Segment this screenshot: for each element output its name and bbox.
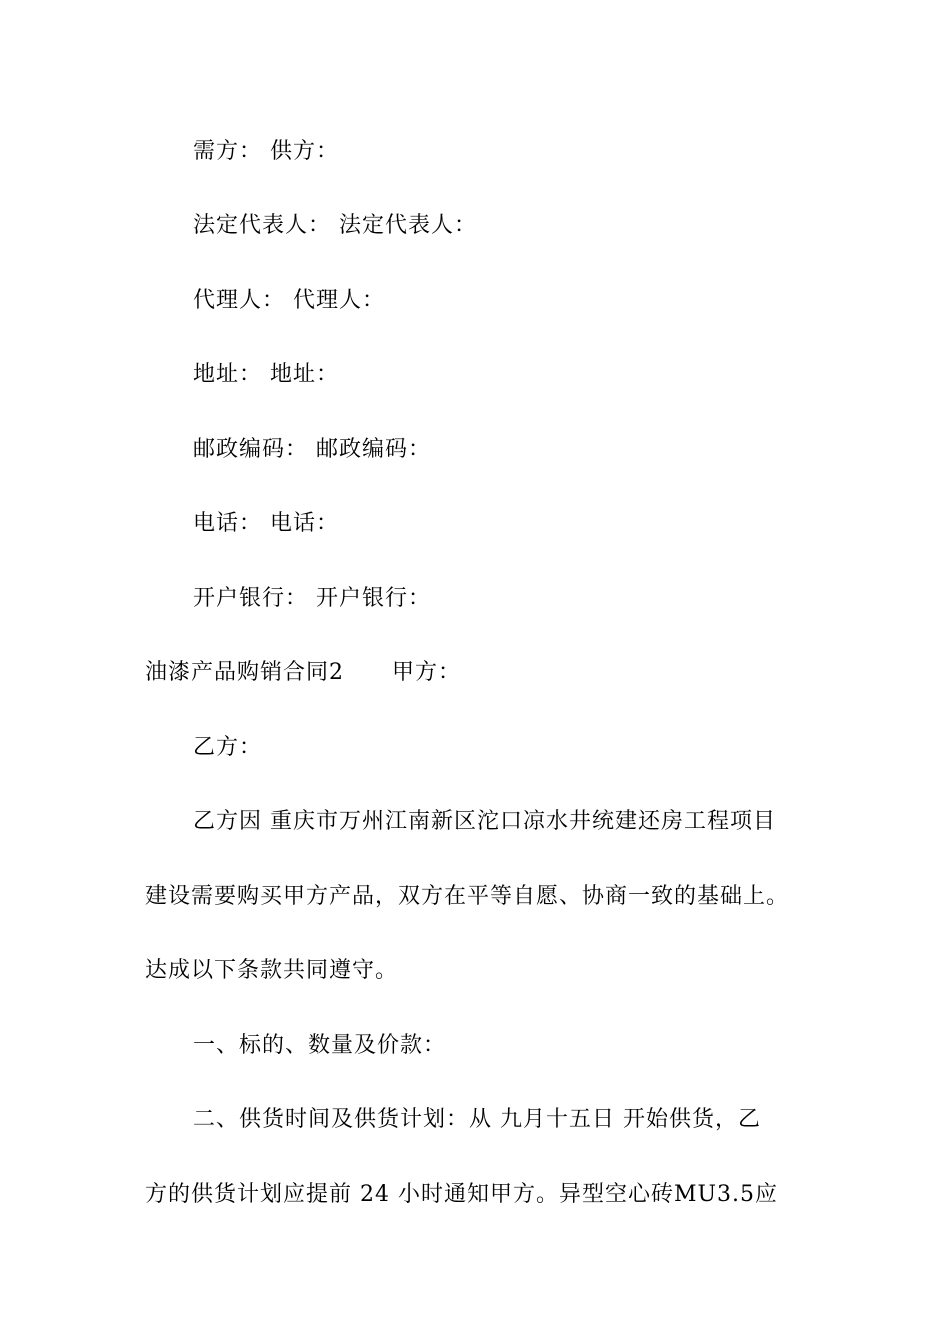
- section-two-line-1: 二、供货时间及供货计划：从 九月十五日 开始供货，乙: [193, 1107, 761, 1132]
- postal-code-line: 邮政编码： 邮政编码：: [193, 437, 431, 462]
- agent-line: 代理人： 代理人：: [193, 288, 385, 313]
- phone-line: 电话： 电话：: [193, 511, 339, 536]
- bank-line: 开户银行： 开户银行：: [193, 586, 431, 611]
- section-two-line-2: 方的供货计划应提前 24 小时通知甲方。异型空心砖MU3.5应: [145, 1182, 779, 1207]
- contract-title: 油漆产品购销合同2: [145, 660, 344, 685]
- paragraph-line-1: 乙方因 重庆市万州江南新区沱口凉水井统建还房工程项目: [193, 809, 776, 834]
- party-a-label: 甲方：: [392, 660, 462, 685]
- contract-title-line: [145, 659, 461, 687]
- legal-rep-line: 法定代表人： 法定代表人：: [193, 213, 477, 238]
- parties-line: 需方： 供方：: [193, 139, 339, 164]
- address-line: 地址： 地址：: [193, 362, 339, 387]
- party-b-line: 乙方：: [193, 735, 263, 760]
- paragraph-line-2: 建设需要购买甲方产品，双方在平等自愿、协商一致的基础上。: [145, 884, 790, 909]
- section-one-heading: 一、标的、数量及价款：: [193, 1033, 447, 1058]
- paragraph-line-3: 达成以下条款共同遵守。: [145, 958, 399, 983]
